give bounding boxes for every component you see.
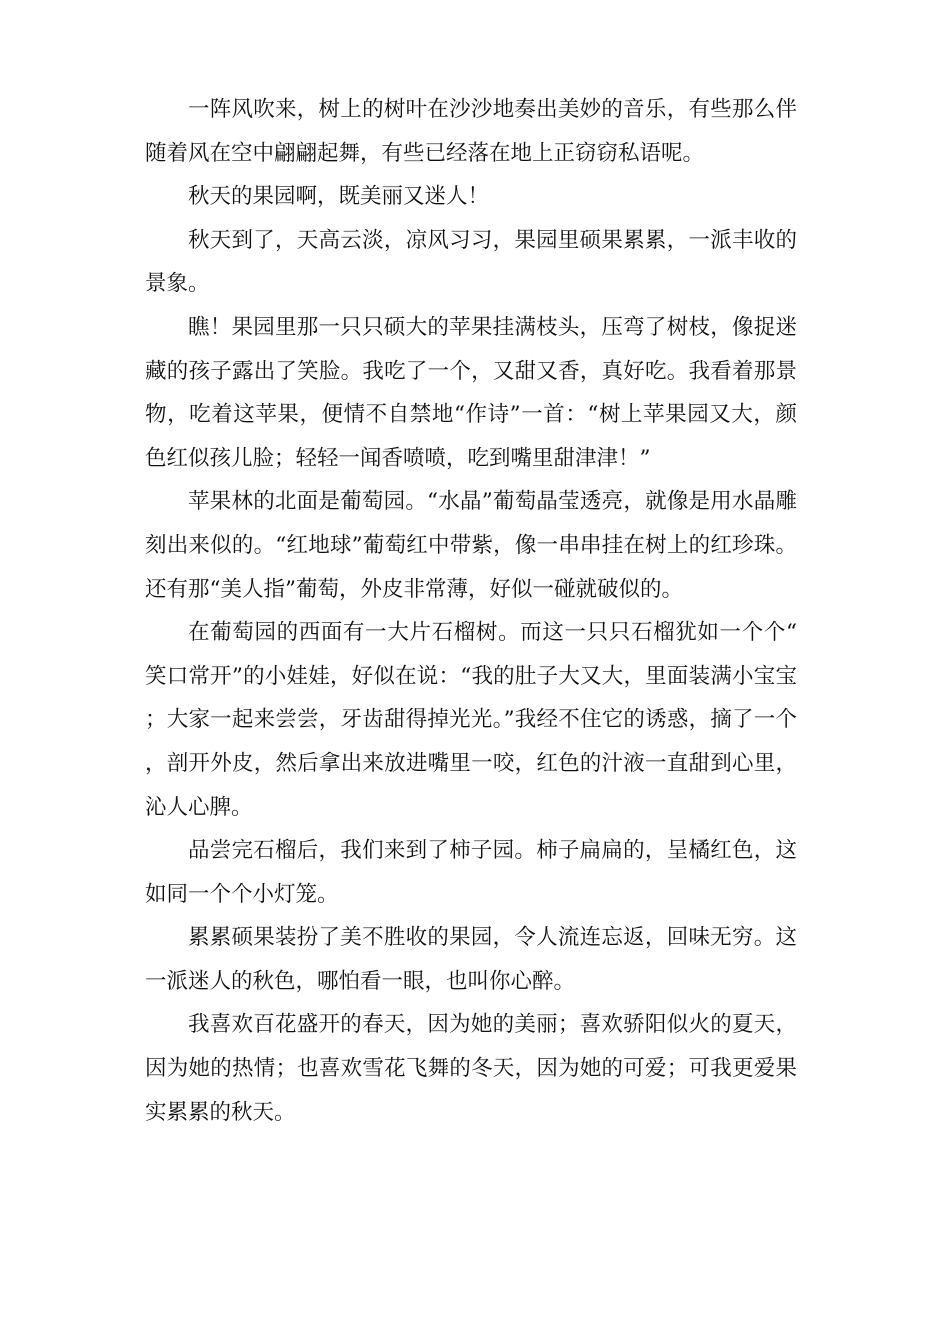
paragraph-grapes: 苹果林的北面是葡萄园。“水晶”葡萄晶莹透亮，就像是用水晶雕刻出来似的。“红地球”葡萄红中带紫，像一串串挂在树上的红珍珠。还有那“美人指”葡萄，外皮非常薄，好似一碰就破似的。	[145, 489, 797, 602]
paragraph-autumn-arrives: 秋天到了，天高云淡，凉风习习，果园里硕果累累，一派丰收的景象。	[145, 227, 797, 297]
paragraph-persimmons: 品尝完石榴后，我们来到了柿子园。柿子扁扁的，呈橘红色，这如同一个个小灯笼。	[145, 838, 797, 907]
paragraph-orchard-beauty: 秋天的果园啊，既美丽又迷人！	[188, 184, 490, 210]
paragraph-pomegranates: 在葡萄园的西面有一大片石榴树。而这一只只石榴犹如一个个“笑口常开”的小娃娃，好似在说：“我的肚子大又大，里面装满小宝宝；大家一起来尝尝，牙齿甜得掉光光。”我经不住它的诱惑，摘了一个，剖开外皮，然后拿出来放进嘴里一咬，红色的汁液一直甜到心里，沁人心脾。	[145, 620, 797, 820]
paragraph-apples: 瞧！果园里那一只只硕大的苹果挂满枝头，压弯了树枝，像捉迷藏的孩子露出了笑脸。我吃了一个，又甜又香，真好吃。我看着那景物，吃着这苹果，便情不自禁地“作诗”一首：“树上苹果园又大，颜色红似孩儿脸；轻轻一闻香喷喷，吃到嘴里甜津津！”	[145, 314, 797, 471]
paragraph-harvest: 累累硕果装扮了美不胜收的果园，令人流连忘返，回味无穷。这一派迷人的秋色，哪怕看一眼，也叫你心醉。	[145, 925, 797, 994]
document-body	[145, 88, 797, 1134]
paragraph-conclusion: 我喜欢百花盛开的春天，因为她的美丽；喜欢骄阳似火的夏天，因为她的热情；也喜欢雪花飞舞的冬天，因为她的可爱；可我更爱果实累累的秋天。	[145, 1012, 797, 1125]
paragraph-wind: 一阵风吹来，树上的树叶在沙沙地奏出美妙的音乐，有些那么伴随着风在空中翩翩起舞，有些已经落在地上正窃窃私语呢。	[145, 97, 797, 166]
